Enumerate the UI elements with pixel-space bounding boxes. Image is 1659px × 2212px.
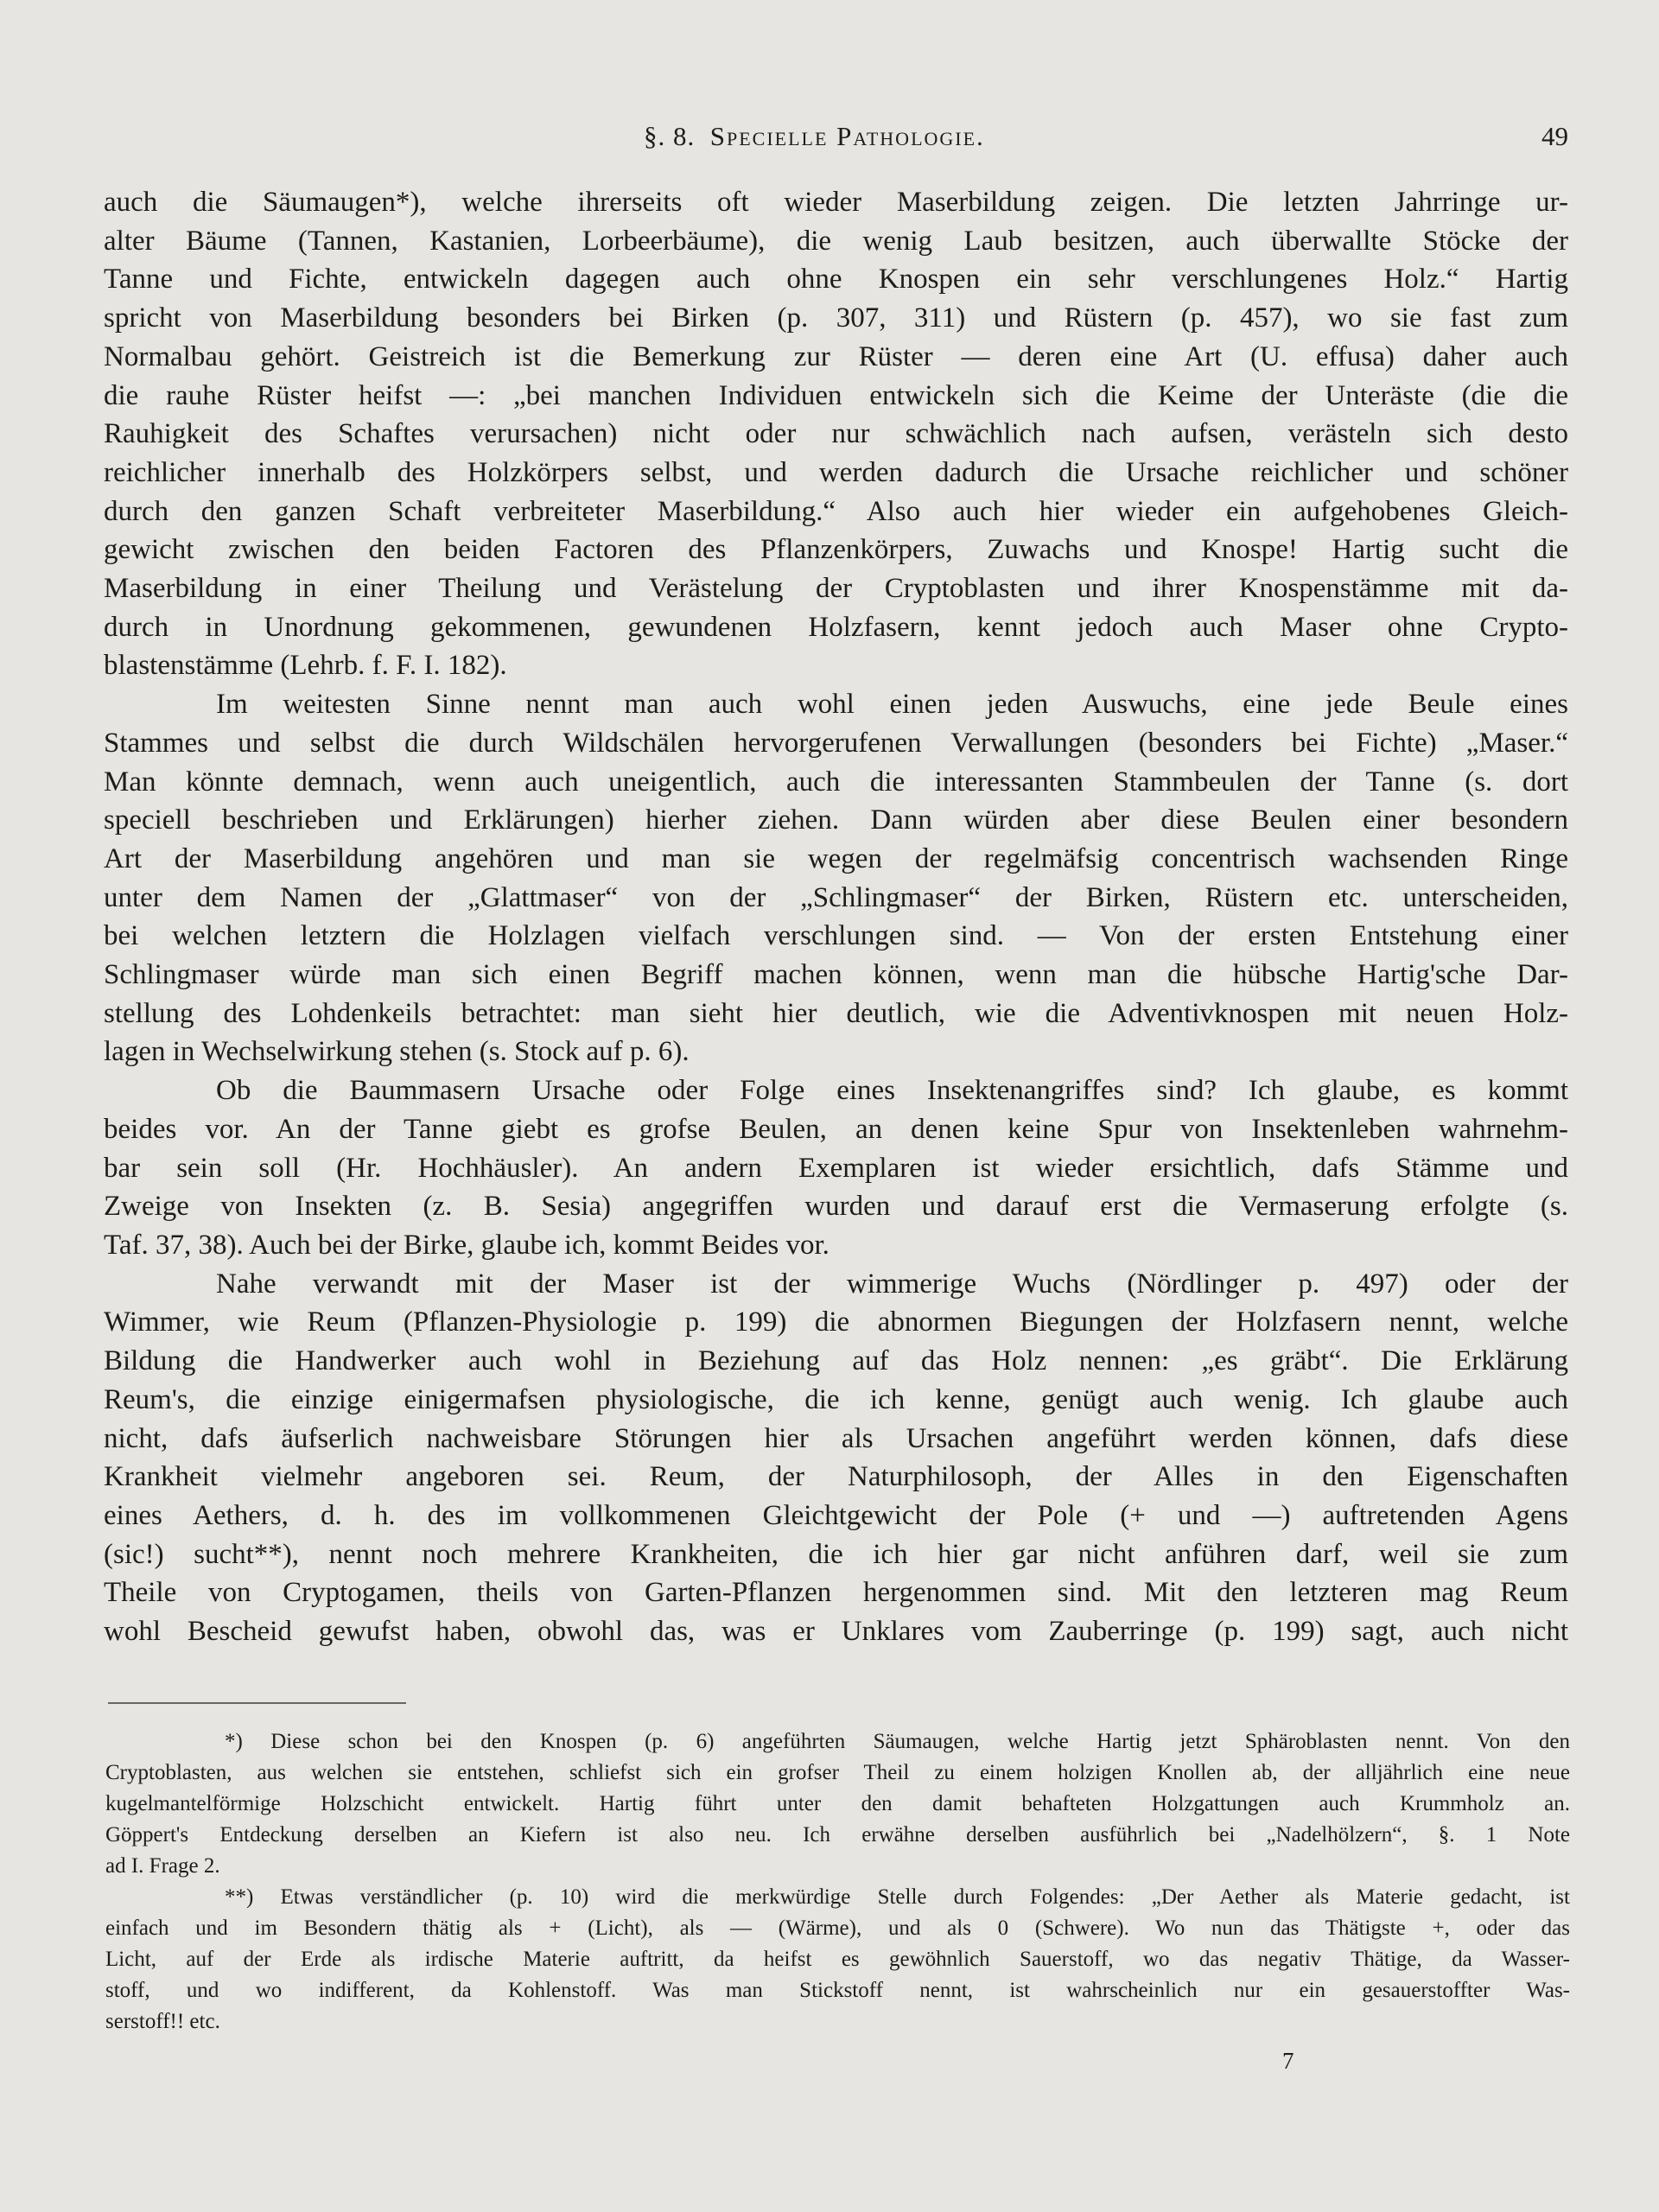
text-line: Ob die Baummasern Ursache oder Folge eines Insektenangriffes sind? Ich glaube, es kommt [216,1075,1568,1107]
footnotes [105,1726,1570,2037]
section-number: §. 8. [644,121,696,151]
running-title [644,121,985,152]
text-line: Maserbildung in einer Theilung und Verästelung der Cryptoblasten und ihrer Knospenstämme mit da- [104,573,1568,605]
text-line: alter Bäume (Tannen, Kastanien, Lorbeerbäume), die wenig Laub besitzen, auch überwallte Stöcke der [104,225,1568,257]
footnote-line: kugelmantelförmige Holzschicht entwickelt. Hartig führt unter den damit behafteten Holzgattungen auch Krummholz an. [105,1792,1570,1815]
text-line: Krankheit vielmehr angeboren sei. Reum, der Naturphilosoph, der Alles in den Eigenschaften [104,1461,1568,1493]
footnote-line: serstoff!! etc. [105,2010,220,2033]
chapter-title: Specielle Pathologie. [709,121,985,151]
text-line: Stammes und selbst die durch Wildschälen hervorgerufenen Verwallungen (besonders bei Fichte) „Maser.“ [104,727,1568,759]
text-line: Man könnte demnach, wenn auch uneigentlich, auch die interessanten Stammbeulen der Tanne (s. dort [104,766,1568,798]
text-line: wohl Bescheid gewufst haben, obwohl das, was er Unklares vom Zauberringe (p. 199) sagt, auch nicht [104,1616,1568,1648]
footnote-line: Licht, auf der Erde als irdische Materie auftritt, da heifst es gewöhnlich Sauerstoff, wo das negativ Thätige, da Wasser- [105,1948,1570,1971]
text-line: Wimmer, wie Reum (Pflanzen-Physiologie p. 199) die abnormen Biegungen der Holzfasern nennt, welche [104,1306,1568,1338]
text-line: bei welchen letztern die Holzlagen vielfach verschlungen sind. — Von der ersten Entstehung einer [104,920,1568,952]
text-line: spricht von Maserbildung besonders bei Birken (p. 307, 311) und Rüstern (p. 457), wo sie fast zum [104,302,1568,334]
text-line: beides vor. An der Tanne giebt es grofse Beulen, an denen keine Spur von Insektenleben wahrnehm- [104,1113,1568,1145]
text-line: Theile von Cryptogamen, theils von Garten-Pflanzen hergenommen sind. Mit den letzteren mag Reum [104,1577,1568,1609]
text-line: nicht, dafs äufserlich nachweisbare Störungen hier als Ursachen angeführt werden können, dafs diese [104,1422,1568,1454]
footnote-line: Göppert's Entdeckung derselben an Kiefern ist also neu. Ich erwähne derselben ausführlich bei „Nadelhölzern“, §. 1 Note [105,1823,1570,1847]
text-line: bar sein soll (Hr. Hochhäusler). An andern Exemplaren ist wieder ersichtlich, dafs Stämme und [104,1152,1568,1184]
footnote-line: stoff, und wo indifferent, da Kohlenstoff. Was man Stickstoff nennt, ist wahrscheinlich nur ein gesauerstoffter Was- [105,1979,1570,2002]
text-line: Zweige von Insekten (z. B. Sesia) angegriffen wurden und darauf erst die Vermaserung erfolgte (s. [104,1191,1568,1223]
text-line: Bildung die Handwerker auch wohl in Beziehung auf das Holz nennen: „es gräbt“. Die Erklärung [104,1345,1568,1377]
text-line: (sic!) sucht**), nennt noch mehrere Krankheiten, die ich hier gar nicht anführen darf, weil sie zum [104,1538,1568,1570]
text-line: eines Aethers, d. h. des im vollkommenen Gleichtgewicht der Pole (+ und —) auftretenden Agens [104,1499,1568,1531]
footnote-line: einfach und im Besondern thätig als + (Licht), als — (Wärme), und als 0 (Schwere). Wo nun das Thätigste +, oder das [105,1916,1570,1940]
footnote-divider [108,1702,406,1704]
text-line: unter dem Namen der „Glattmaser“ von der „Schlingmaser“ der Birken, Rüstern etc. unterscheiden, [104,881,1568,913]
footnote-line: Cryptoblasten, aus welchen sie entstehen, schliefst sich ein grofser Theil zu einem holzigen Knollen ab, der alljährlich eine neue [105,1761,1570,1784]
text-line: Schlingmaser würde man sich einen Begriff machen können, wenn man die hübsche Hartig'sche Dar- [104,959,1568,991]
text-line: Nahe verwandt mit der Maser ist der wimmerige Wuchs (Nördlinger p. 497) oder der [216,1268,1568,1300]
text-line: speciell beschrieben und Erklärungen) hierher ziehen. Dann würden aber diese Beulen einer besondern [104,804,1568,836]
text-line: Tanne und Fichte, entwickeln dagegen auch ohne Knospen ein sehr verschlungenes Holz.“ Hartig [104,264,1568,296]
signature-mark: 7 [1282,2048,1294,2074]
text-line: stellung des Lohdenkeils betrachtet: man sieht hier deutlich, wie die Adventivknospen mit neuen Holz- [104,997,1568,1029]
text-line: lagen in Wechselwirkung stehen (s. Stock auf p. 6). [104,1036,690,1068]
text-line: Normalbau gehört. Geistreich ist die Bemerkung zur Rüster — deren eine Art (U. effusa) daher auch [104,340,1568,372]
text-line: Im weitesten Sinne nennt man auch wohl einen jeden Auswuchs, eine jede Beule eines [216,689,1568,721]
running-header [104,121,1568,164]
text-line: die rauhe Rüster heifst —: „bei manchen Individuen entwickeln sich die Keime der Unteräste (die die [104,379,1568,411]
text-line: gewicht zwischen den beiden Factoren des Pflanzenkörpers, Zuwachs und Knospe! Hartig sucht die [104,534,1568,566]
main-text [104,183,1568,1651]
footnote-line: *) Diese schon bei den Knospen (p. 6) angeführten Säumaugen, welche Hartig jetzt Sphäroblasten nennt. Von den [225,1730,1570,1753]
text-line: Reum's, die einzige einigermafsen physiologische, die ich kenne, genügt auch wenig. Ich glaube auch [104,1383,1568,1415]
text-line: blastenstämme (Lehrb. f. F. I. 182). [104,650,507,682]
text-line: reichlicher innerhalb des Holzkörpers selbst, und werden dadurch die Ursache reichlicher und schöner [104,456,1568,488]
text-line: auch die Säumaugen*), welche ihrerseits oft wieder Maserbildung zeigen. Die letzten Jahrringe ur- [104,187,1568,218]
page-number: 49 [1541,121,1568,151]
footnote-line: ad I. Frage 2. [105,1854,220,1878]
text-line: Rauhigkeit des Schaftes verursachen) nicht oder nur schwächlich nach aufsen, verästeln sich desto [104,418,1568,450]
text-line: durch in Unordnung gekommenen, gewundenen Holzfasern, kennt jedoch auch Maser ohne Crypto- [104,611,1568,643]
text-line: durch den ganzen Schaft verbreiteter Maserbildung.“ Also auch hier wieder ein aufgehobenes Gleich- [104,495,1568,527]
text-line: Taf. 37, 38). Auch bei der Birke, glaube ich, kommt Beides vor. [104,1229,830,1261]
text-line: Art der Maserbildung angehören und man sie wegen der regelmäfsig concentrisch wachsenden Ringe [104,842,1568,874]
footnote-line: **) Etwas verständlicher (p. 10) wird die merkwürdige Stelle durch Folgendes: „Der Aether als Materie gedacht, ist [225,1885,1570,1909]
